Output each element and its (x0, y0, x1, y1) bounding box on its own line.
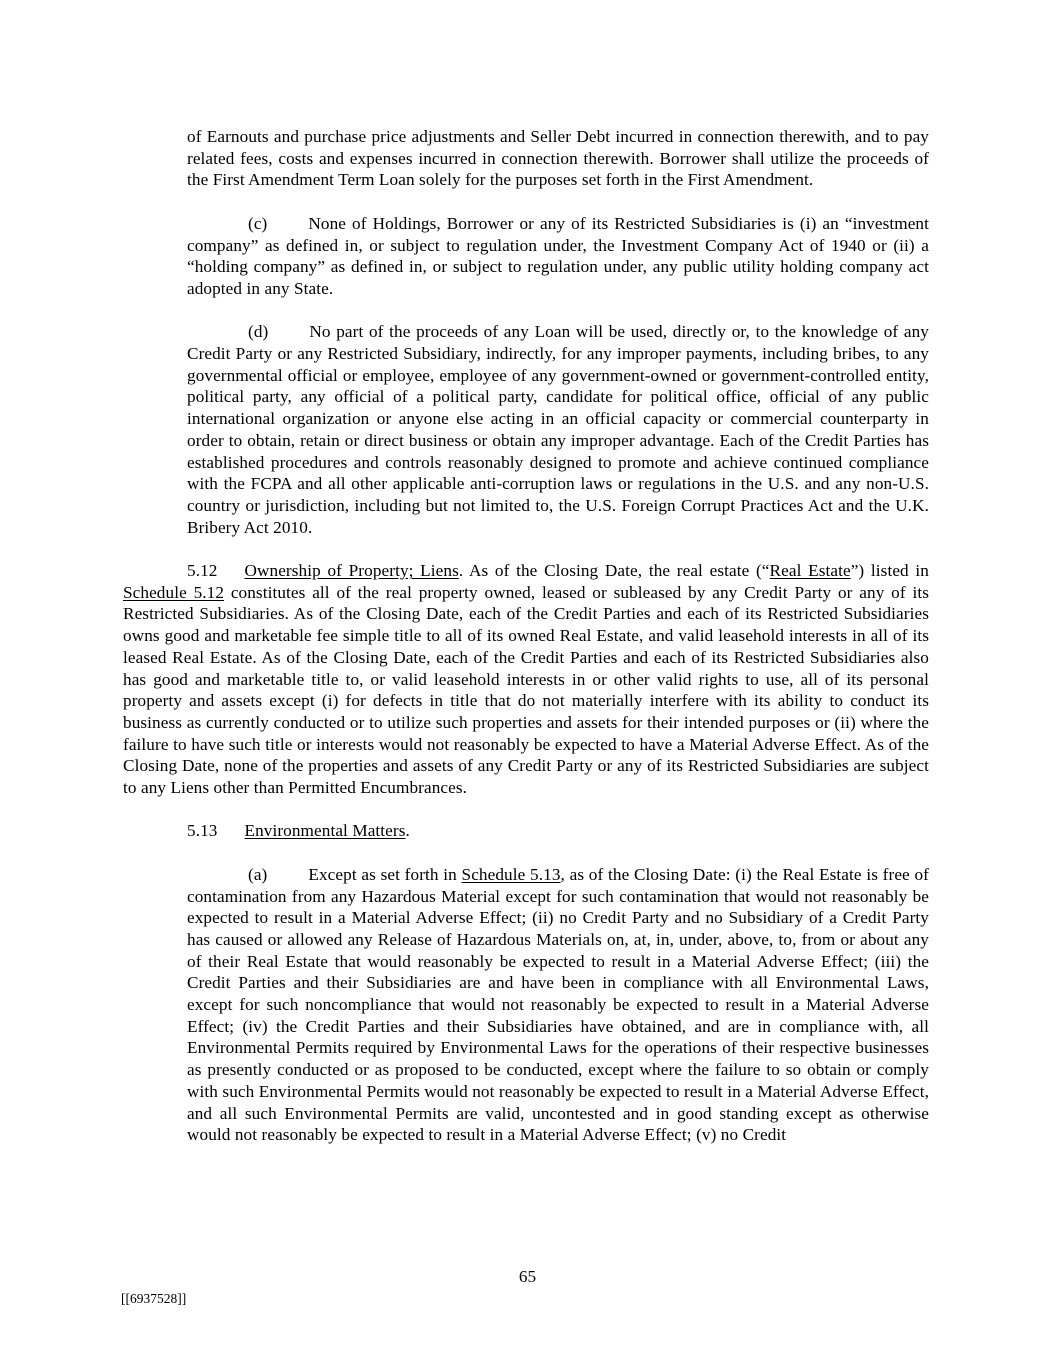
tab-space (268, 321, 309, 343)
text-run: . (405, 821, 410, 841)
underlined-text: Environmental Matters (244, 821, 406, 841)
para-c-investment-company (187, 213, 929, 300)
underlined-text: Real Estate (769, 561, 851, 581)
tab-space (267, 213, 308, 235)
text-run: (a) (248, 864, 268, 884)
tab-space (217, 820, 244, 842)
document-body (123, 126, 929, 1146)
underlined-text: Ownership of Property; Liens (244, 561, 459, 581)
text-run: None of Holdings, Borrower or any of its Restricted Subsidiaries is (i) an “investment company” as defined in, or subject to regulation under, the Investment Company Act of 1940 or (ii) a “holding company” as defined in, or subject to regulation under, any public utility holding company act adopted in any State. (187, 213, 929, 298)
para-d-fcpa-anti-corruption (187, 321, 929, 538)
tab-space (267, 864, 308, 886)
document-id-stamp: [[6937528]] (121, 1291, 187, 1306)
text-run: constitutes all of the real property owned, leased or subleased by any Credit Party or any of its Restricted Subsidiaries. As of the Closing Date, each of the Credit Parties and each of its Restricted Subsidiaries owns good and marketable fee simple title to all of its owned Real Estate, and valid leasehold interests in all of its leased Real Estate. As of the Closing Date, each of the Credit Parties and each of its Restricted Subsidiaries also has good and marketable title to, or valid leasehold interests in or other valid rights to use, all of its personal property and assets except (i) for defects in title that do not materially interfere with its ability to conduct its business as currently conducted or to utilize such properties and assets for their intended purposes or (ii) where the failure to have such title or interests would not reasonably be expected to have a Material Adverse Effect. As of the Closing Date, none of the properties and assets of any Credit Party or any of its Restricted Subsidiaries are subject to any Liens other than Permitted Encumbrances. (123, 582, 929, 798)
text-run: ”) listed in (850, 561, 929, 581)
text-run: (d) (248, 322, 269, 342)
tab-space (217, 560, 244, 582)
page-number: 65 (518, 1267, 537, 1286)
text-run: No part of the proceeds of any Loan will be used, directly or, to the knowledge of any Credit Party or any Restricted Subsidiary, indirectly, for any improper payments, including bribes, to any governmental official or employee, employee of any government-owned or government-controlled entity, political party, any official of a political party, candidate for political office, official of any public international organization or anyone else acting in an official capacity or commercial counterparty in order to obtain, retain or direct business or obtain any improper advantage. Each of the Credit Parties has established procedures and controls reasonably designed to promote and achieve continued compliance with the FCPA and all other applicable anti-corruption laws or regulations in the U.S. and any non-U.S. country or jurisdiction, including but not limited to, the U.S. Foreign Corrupt Practices Act and the U.K. Bribery Act 2010. (187, 322, 929, 537)
para-a-environmental-reps (187, 864, 929, 1146)
text-run: (c) (248, 213, 268, 233)
text-run: . As of the Closing Date, the real estate (“ (458, 561, 770, 581)
underlined-text: Schedule 5.12 (123, 582, 225, 602)
text-run: of Earnouts and purchase price adjustments and Seller Debt incurred in connection therewith, and to pay related fees, costs and expenses incurred in connection therewith. Borrower shall utilize the proceeds of the First Amendment Term Loan solely for the purposes set forth in the First Amendment. (187, 127, 929, 190)
text-run: Except as set forth in (308, 864, 462, 884)
para-5-12-ownership-of-property (123, 560, 929, 799)
text-run: 5.13 (187, 821, 218, 841)
heading-5-13-environmental-matters (187, 820, 929, 842)
para-first-amendment-proceeds (187, 126, 929, 191)
text-run: 5.12 (187, 561, 218, 581)
underlined-text: Schedule 5.13 (461, 864, 561, 884)
text-run: , as of the Closing Date: (i) the Real Estate is free of contamination from any Hazardous Material except for such contamination that would not reasonably be expected to result in a Material Adverse Effect; (ii) no Credit Party and no Subsidiary of a Credit Party has caused or allowed any Release of Hazardous Materials on, at, in, under, above, to, from or about any of their Real Estate that would reasonably be expected to result in a Material Adverse Effect; (iii) the Credit Parties and their Subsidiaries are and have been in compliance with all Environmental Laws, except for such noncompliance that would not reasonably be expected to result in a Material Adverse Effect; (iv) the Credit Parties and their Subsidiaries have obtained, and are in compliance with, all Environmental Permits required by Environmental Laws for the operations of their respective businesses as presently conducted or as proposed to be conducted, except where the failure to so obtain or comply with such Environmental Permits would not reasonably be expected to result in a Material Adverse Effect, and all such Environmental Permits are valid, uncontested and in good standing except as otherwise would not reasonably be expected to result in a Material Adverse Effect; (v) no Credit (187, 864, 929, 1145)
